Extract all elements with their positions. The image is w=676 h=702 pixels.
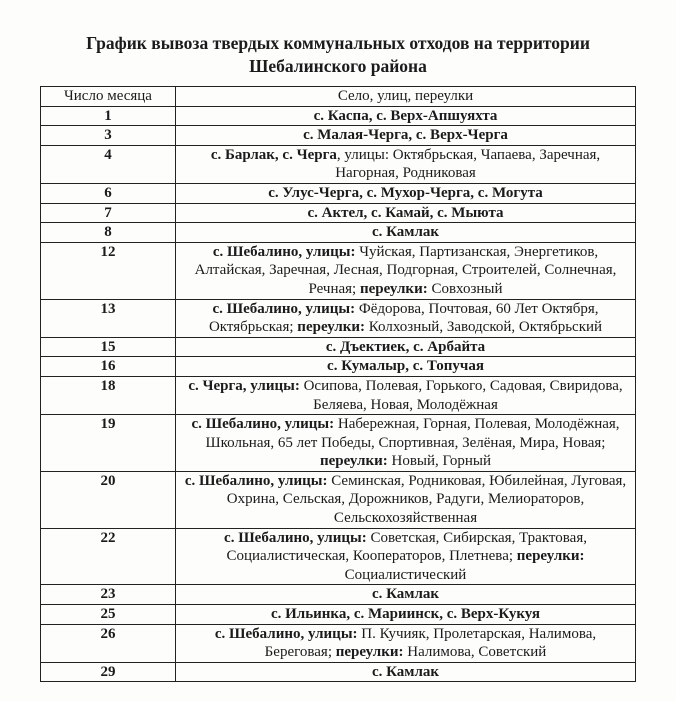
day-cell: 7 bbox=[41, 203, 176, 223]
place-text: Социалистический bbox=[344, 566, 467, 583]
place-bold-text: переулки: bbox=[516, 548, 585, 565]
day-cell: 25 bbox=[41, 605, 176, 625]
table-body bbox=[41, 106, 636, 682]
table-row bbox=[41, 183, 636, 203]
places-cell bbox=[176, 605, 636, 625]
places-cell bbox=[176, 376, 636, 414]
place-bold-text: переулки: bbox=[335, 644, 404, 661]
place-bold-text: переулки: bbox=[359, 280, 428, 297]
day-cell: 8 bbox=[41, 223, 176, 243]
place-text: Колхозный, Заводской, Октябрьский bbox=[365, 319, 603, 336]
places-cell bbox=[176, 624, 636, 662]
table-row bbox=[41, 662, 636, 682]
place-text: , улицы: Октябрьская, Чапаева, Заречная, Нагорная, Родниковая bbox=[335, 146, 601, 182]
table-row bbox=[41, 203, 636, 223]
places-cell bbox=[176, 183, 636, 203]
place-text: Фёдорова, Почтовая, 60 Лет Октября, Октябрьская; bbox=[208, 300, 599, 336]
place-bold-text: с. Ильинка, с. Мариинск, с. Верх-Кукуя bbox=[270, 606, 541, 623]
places-cell bbox=[176, 223, 636, 243]
place-bold-text: с. Шебалино, улицы: bbox=[212, 300, 356, 317]
place-bold-text: с. Малая-Черга, с. Верх-Черга bbox=[303, 127, 508, 144]
table-row bbox=[41, 145, 636, 183]
title-line-1: График вывоза твердых коммунальных отходов на территории bbox=[86, 33, 590, 53]
place-bold-text: с. Шебалино, улицы: bbox=[224, 529, 367, 546]
table-row bbox=[41, 605, 636, 625]
table-row bbox=[41, 106, 636, 126]
place-bold-text: с. Шебалино, улицы: bbox=[184, 472, 328, 489]
table-row bbox=[41, 376, 636, 414]
day-cell: 4 bbox=[41, 145, 176, 183]
header-day: Число месяца bbox=[41, 87, 176, 107]
schedule-table bbox=[40, 86, 636, 682]
place-bold-text: с. Камлак bbox=[371, 663, 440, 680]
places-cell bbox=[176, 662, 636, 682]
day-cell: 20 bbox=[41, 471, 176, 528]
places-cell bbox=[176, 471, 636, 528]
table-row bbox=[41, 415, 636, 472]
table-row bbox=[41, 471, 636, 528]
title-line-2: Шебалинского района bbox=[249, 56, 427, 76]
place-bold-text: с. Камлак bbox=[371, 224, 440, 241]
place-bold-text: с. Каспа, с. Верх-Апшуяхта bbox=[313, 107, 498, 124]
place-text: Новый, Горный bbox=[387, 453, 491, 470]
place-bold-text: с. Камлак bbox=[371, 586, 440, 603]
place-bold-text: с. Шебалино, улицы: bbox=[191, 416, 335, 433]
place-bold-text: с. Барлак, с. Черга bbox=[210, 146, 337, 163]
day-cell: 19 bbox=[41, 415, 176, 472]
place-bold-text: с. Актел, с. Камай, с. Мыюта bbox=[307, 204, 504, 221]
day-cell: 1 bbox=[41, 106, 176, 126]
document-title bbox=[40, 32, 636, 78]
places-cell bbox=[176, 528, 636, 585]
places-cell bbox=[176, 106, 636, 126]
places-cell bbox=[176, 203, 636, 223]
header-places: Село, улиц, переулки bbox=[176, 87, 636, 107]
place-bold-text: с. Улус-Черга, с. Мухор-Черга, с. Могута bbox=[268, 184, 543, 201]
place-text: П. Кучияк, Пролетарская, Налимова, Береговая; bbox=[264, 625, 597, 661]
place-text: Советская, Сибирская, Трактовая, Социалистическая, Кооператоров, Плетнева; bbox=[226, 529, 587, 565]
place-bold-text: с. Кумалыр, с. Топучая bbox=[327, 358, 484, 375]
day-cell: 16 bbox=[41, 357, 176, 377]
table-row bbox=[41, 299, 636, 337]
day-cell: 12 bbox=[41, 242, 176, 299]
place-bold-text: с. Черга, улицы: bbox=[188, 377, 300, 394]
table-header-row bbox=[41, 87, 636, 107]
places-cell bbox=[176, 145, 636, 183]
table-row bbox=[41, 357, 636, 377]
table-row bbox=[41, 242, 636, 299]
places-cell bbox=[176, 242, 636, 299]
places-cell bbox=[176, 357, 636, 377]
place-text: Семинская, Родниковая, Юбилейная, Луговая, Охрина, Сельская, Дорожников, Радуги, Мелиораторов, Сельскохозяйственная bbox=[226, 472, 627, 527]
place-bold-text: переулки: bbox=[297, 319, 366, 336]
table-row bbox=[41, 223, 636, 243]
place-text: Чуйская, Партизанская, Энергетиков, Алтайская, Заречная, Лесная, Подгорная, Строителей, Солнечная, Речная; bbox=[194, 243, 617, 297]
place-text: Налимова, Советский bbox=[403, 644, 547, 661]
place-bold-text: с. Шебалино, улицы: bbox=[214, 625, 358, 642]
places-cell bbox=[176, 585, 636, 605]
place-bold-text: переулки: bbox=[319, 453, 388, 470]
places-cell bbox=[176, 126, 636, 146]
day-cell: 3 bbox=[41, 126, 176, 146]
day-cell: 22 bbox=[41, 528, 176, 585]
place-text: Совхозный bbox=[427, 280, 503, 297]
table-row bbox=[41, 126, 636, 146]
day-cell: 6 bbox=[41, 183, 176, 203]
table-row bbox=[41, 337, 636, 357]
place-bold-text: с. Дъектиек, с. Арбайта bbox=[325, 338, 486, 355]
table-row bbox=[41, 585, 636, 605]
day-cell: 26 bbox=[41, 624, 176, 662]
table-row bbox=[41, 528, 636, 585]
place-bold-text: с. Шебалино, улицы: bbox=[212, 243, 356, 260]
place-text: Набережная, Горная, Полевая, Молодёжная, Школьная, 65 лет Победы, Спортивная, Зелёная, Мира, Новая; bbox=[205, 416, 620, 451]
day-cell: 18 bbox=[41, 376, 176, 414]
day-cell: 29 bbox=[41, 662, 176, 682]
day-cell: 23 bbox=[41, 585, 176, 605]
place-text: Осипова, Полевая, Горького, Садовая, Свиридова, Беляева, Новая, Молодёжная bbox=[299, 377, 623, 413]
day-cell: 13 bbox=[41, 299, 176, 337]
day-cell: 15 bbox=[41, 337, 176, 357]
places-cell bbox=[176, 415, 636, 472]
table-row bbox=[41, 624, 636, 662]
places-cell bbox=[176, 299, 636, 337]
places-cell bbox=[176, 337, 636, 357]
